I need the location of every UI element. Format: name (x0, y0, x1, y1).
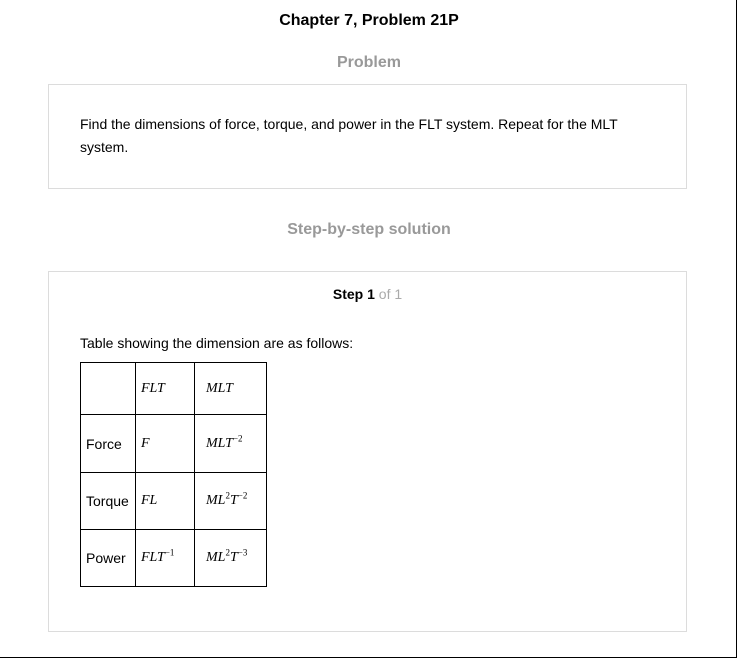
power-mlt-exponent: −3 (237, 547, 248, 558)
problem-text: Find the dimensions of force, torque, and power in the FLT system. Repeat for the MLT system. (80, 116, 618, 155)
force-mlt-exponent: −2 (232, 432, 243, 443)
force-flt-cell: F (136, 415, 195, 473)
row-label-force: Force (81, 415, 136, 473)
power-flt-exponent: −1 (164, 547, 175, 558)
table-row-power (81, 530, 267, 587)
torque-mlt-base: T (229, 493, 238, 508)
header-cell-flt: FLT (136, 363, 195, 415)
header-cell-empty (81, 363, 136, 415)
step-label: Step (332, 286, 364, 302)
row-label-torque: Torque (81, 473, 136, 530)
header-cell-mlt: MLT (195, 363, 267, 415)
step-header (49, 286, 686, 302)
force-mlt-cell (195, 415, 267, 473)
torque-mlt-prefix-exponent: 2 (225, 490, 230, 501)
torque-flt-cell: FL (136, 473, 195, 530)
torque-mlt-prefix: ML (206, 493, 226, 508)
torque-mlt-cell (195, 473, 267, 530)
power-mlt-prefix-exponent: 2 (225, 547, 230, 558)
problem-heading: Problem (336, 54, 401, 71)
power-flt-base: FLT (141, 550, 165, 565)
step-number: 1 (367, 286, 375, 302)
table-row-torque (81, 473, 267, 530)
power-flt-cell (136, 530, 195, 587)
chapter-title: Chapter 7, Problem 21P (279, 12, 459, 29)
force-mlt-base: MLT (206, 435, 233, 451)
row-label-power: Power (81, 530, 136, 587)
power-mlt-prefix: ML (206, 550, 226, 565)
table-header-row (81, 363, 267, 415)
torque-mlt-exponent: −2 (237, 490, 248, 501)
dimensions-table (80, 362, 267, 587)
power-mlt-cell (195, 530, 267, 587)
solution-intro: Table showing the dimension are as follows: (80, 335, 354, 351)
problem-box (48, 84, 687, 189)
solution-heading: Step-by-step solution (287, 221, 451, 238)
step-of: of 1 (378, 286, 403, 302)
table-row-force (81, 415, 267, 473)
power-mlt-base: T (229, 550, 238, 565)
solution-box (48, 271, 687, 632)
